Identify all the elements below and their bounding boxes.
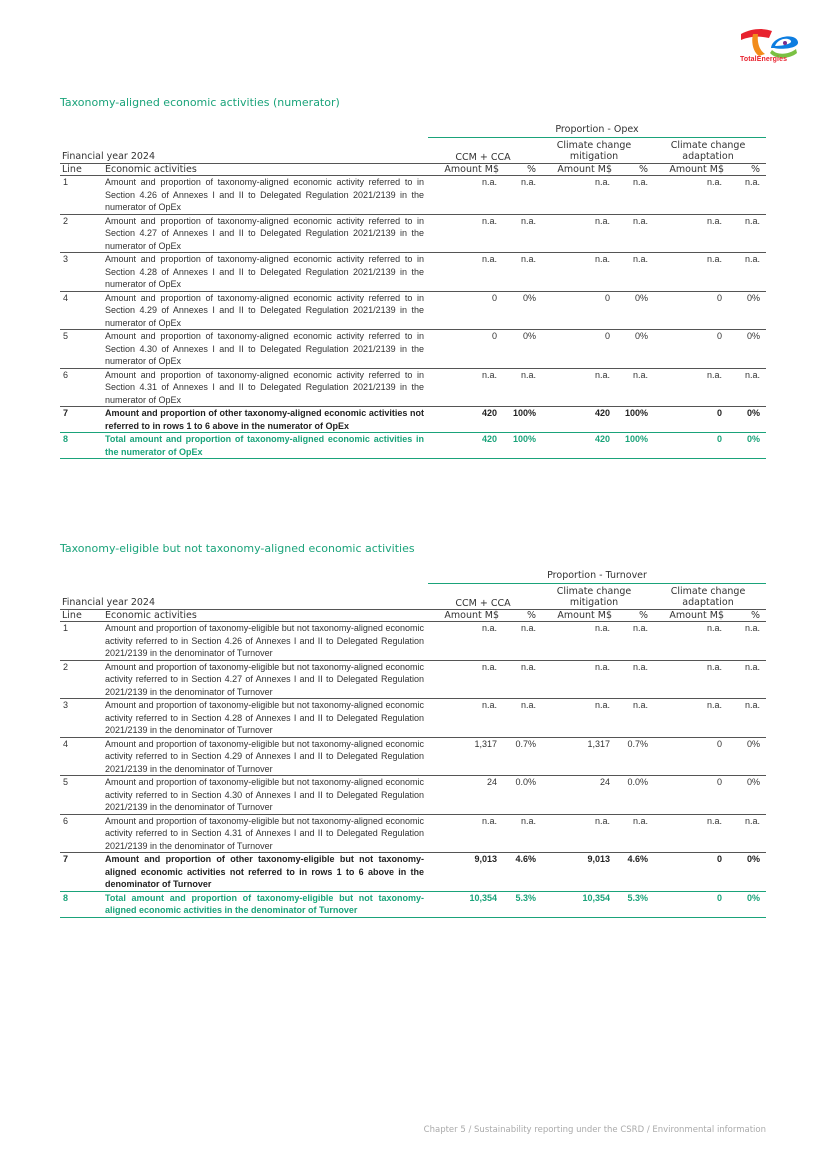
cell-adaptation-pct: 0%: [747, 408, 761, 418]
group-header-row: [60, 584, 766, 610]
proportion-header-row: [60, 568, 766, 584]
col-activities: Economic activities: [101, 610, 428, 622]
cell-mitigation-pct: n.a.: [632, 623, 648, 633]
col-amount: Amount M$: [428, 610, 499, 622]
opex-table: [60, 122, 766, 459]
table-row: [60, 433, 766, 459]
cell-ccm-cca-pct: 100%: [512, 408, 536, 418]
row-description: Total amount and proportion of taxonomy-eligible but not taxonomy-aligned economic activities in the denominator of Turnover: [105, 892, 424, 915]
cell-mitigation-pct: n.a.: [632, 815, 648, 826]
cell-mitigation-amount: n.a.: [594, 254, 610, 264]
row-line-number: 5: [63, 777, 69, 787]
row-description: Amount and proportion of taxonomy-aligned economic activity referred to in Section 4.29 of Annexes I and II to Delegated Regulation 2021/2139 in the numerator of OpEx: [105, 292, 424, 328]
cell-mitigation-pct: 0.7%: [627, 738, 648, 749]
turnover-rows: [60, 622, 766, 918]
cell-mitigation-amount: n.a.: [594, 661, 610, 672]
col-pct: %: [724, 164, 766, 176]
cell-ccm-cca-amount: 1,317: [474, 738, 497, 749]
opex-rows: [60, 176, 766, 459]
cell-mitigation-pct: n.a.: [632, 215, 648, 226]
section-title-opex: Taxonomy-aligned economic activities (numerator): [60, 96, 340, 109]
cell-adaptation-amount: 0: [716, 738, 722, 749]
cell-mitigation-pct: n.a.: [632, 700, 648, 710]
table-row: [60, 776, 766, 815]
cell-adaptation-pct: 0%: [747, 434, 761, 444]
cell-adaptation-pct: n.a.: [745, 254, 761, 264]
table-row: [60, 622, 766, 661]
cell-ccm-cca-pct: n.a.: [520, 815, 536, 826]
cell-mitigation-amount: n.a.: [594, 700, 610, 710]
row-line-number: 2: [63, 661, 69, 672]
cell-ccm-cca-pct: n.a.: [520, 254, 536, 264]
cell-mitigation-amount: n.a.: [594, 177, 610, 187]
col-line: Line: [60, 164, 101, 176]
cell-adaptation-amount: 0: [716, 854, 722, 864]
cell-adaptation-amount: n.a.: [706, 369, 722, 380]
cell-ccm-cca-amount: 420: [481, 434, 497, 444]
logo-text: TotalEnergies: [740, 56, 788, 63]
row-description: Amount and proportion of taxonomy-eligible but not taxonomy-aligned economic activity referred to in Section 4.27 of Annexes I and II to Delegated Regulation 2021/2139 in the denominator of Turnover: [105, 661, 424, 697]
row-description: Total amount and proportion of taxonomy-aligned economic activities in the numerator of OpEx: [105, 434, 424, 457]
turnover-table: [60, 568, 766, 918]
cell-ccm-cca-pct: 5.3%: [515, 892, 536, 903]
cell-ccm-cca-amount: n.a.: [481, 700, 497, 710]
cell-adaptation-amount: n.a.: [706, 177, 722, 187]
row-description: Amount and proportion of taxonomy-eligible but not taxonomy-aligned economic activity referred to in Section 4.26 of Annexes I and II to Delegated Regulation 2021/2139 in the denominator of Turnover: [105, 623, 424, 658]
col-pct: %: [724, 610, 766, 622]
cell-mitigation-pct: 100%: [624, 434, 648, 444]
cell-adaptation-amount: n.a.: [706, 661, 722, 672]
col-amount: Amount M$: [428, 164, 499, 176]
cell-adaptation-pct: 0%: [747, 292, 761, 303]
cell-mitigation-amount: 9,013: [587, 854, 610, 864]
col-pct: %: [499, 164, 538, 176]
cell-ccm-cca-amount: n.a.: [481, 661, 497, 672]
cell-adaptation-amount: 0: [716, 331, 722, 341]
cell-adaptation-amount: 0: [716, 434, 722, 444]
group-header-row: [60, 138, 766, 164]
cell-adaptation-amount: n.a.: [706, 700, 722, 710]
cell-mitigation-amount: 1,317: [587, 738, 610, 749]
table-row: [60, 368, 766, 407]
cell-adaptation-pct: 0%: [747, 892, 761, 903]
cell-adaptation-pct: 0%: [747, 738, 761, 749]
col-pct: %: [612, 610, 650, 622]
cell-adaptation-pct: n.a.: [745, 369, 761, 380]
row-line-number: 8: [63, 434, 69, 444]
col-activities: Economic activities: [101, 164, 428, 176]
table-row: [60, 891, 766, 917]
cell-ccm-cca-pct: 0%: [522, 292, 536, 303]
cell-adaptation-pct: n.a.: [745, 215, 761, 226]
cell-adaptation-pct: 0%: [747, 777, 761, 787]
cell-mitigation-amount: n.a.: [594, 369, 610, 380]
cell-ccm-cca-pct: 0%: [522, 331, 536, 341]
row-description: Amount and proportion of taxonomy-eligible but not taxonomy-aligned economic activity referred to in Section 4.31 of Annexes I and II to Delegated Regulation 2021/2139 in the denominator of Turnover: [105, 815, 424, 851]
cell-mitigation-amount: n.a.: [594, 623, 610, 633]
row-description: Amount and proportion of taxonomy-eligible but not taxonomy-aligned economic activity referred to in Section 4.29 of Annexes I and II to Delegated Regulation 2021/2139 in the denominator of Turnover: [105, 738, 424, 774]
section-title-turnover: Taxonomy-eligible but not taxonomy-aligned economic activities: [60, 542, 415, 555]
cell-adaptation-amount: n.a.: [706, 623, 722, 633]
cell-ccm-cca-pct: n.a.: [520, 215, 536, 226]
cell-mitigation-pct: 0%: [634, 292, 648, 303]
cell-adaptation-amount: 0: [716, 408, 722, 418]
row-line-number: 6: [63, 369, 69, 380]
cell-mitigation-amount: 0: [604, 292, 610, 303]
financial-year-label: Financial year 2024: [62, 151, 156, 162]
proportion-header-row: [60, 122, 766, 138]
cell-mitigation-pct: n.a.: [632, 254, 648, 264]
row-line-number: 2: [63, 215, 69, 226]
col-line: Line: [60, 610, 101, 622]
row-description: Amount and proportion of taxonomy-eligible but not taxonomy-aligned economic activity referred to in Section 4.30 of Annexes I and II to Delegated Regulation 2021/2139 in the denominator of Turnover: [105, 777, 424, 812]
group-adaptation: Climate change adaptation: [670, 140, 746, 162]
row-line-number: 3: [63, 700, 69, 710]
row-description: Amount and proportion of taxonomy-aligned economic activity referred to in Section 4.31 of Annexes I and II to Delegated Regulation 2021/2139 in the numerator of OpEx: [105, 369, 424, 405]
page-footer: Chapter 5 / Sustainability reporting under the CSRD / Environmental information: [423, 1125, 766, 1135]
column-header-row: [60, 164, 766, 176]
cell-ccm-cca-amount: 0: [491, 292, 497, 303]
col-amount: Amount M$: [650, 610, 724, 622]
col-amount: Amount M$: [650, 164, 724, 176]
table-row: [60, 814, 766, 853]
cell-adaptation-pct: 0%: [747, 854, 761, 864]
table-row: [60, 737, 766, 776]
cell-ccm-cca-pct: 100%: [512, 434, 536, 444]
row-description: Amount and proportion of taxonomy-aligned economic activity referred to in Section 4.26 of Annexes I and II to Delegated Regulation 2021/2139 in the numerator of OpEx: [105, 177, 424, 212]
cell-ccm-cca-amount: n.a.: [481, 215, 497, 226]
table-row: [60, 291, 766, 330]
proportion-label: Proportion - Opex: [428, 122, 766, 138]
cell-ccm-cca-pct: n.a.: [520, 369, 536, 380]
cell-ccm-cca-amount: 10,354: [469, 892, 497, 903]
cell-ccm-cca-pct: 0.0%: [515, 777, 536, 787]
group-adaptation: Climate change adaptation: [670, 586, 746, 608]
column-header-row: [60, 610, 766, 622]
cell-ccm-cca-amount: 0: [491, 331, 497, 341]
financial-year-label: Financial year 2024: [62, 597, 156, 608]
row-line-number: 7: [63, 854, 69, 864]
cell-ccm-cca-amount: n.a.: [481, 254, 497, 264]
table-row: [60, 253, 766, 292]
cell-adaptation-pct: n.a.: [745, 815, 761, 826]
cell-mitigation-amount: n.a.: [594, 815, 610, 826]
row-description: Amount and proportion of other taxonomy-eligible but not taxonomy-aligned economic activities not referred to in rows 1 to 6 above in the denominator of Turnover: [105, 854, 424, 889]
cell-ccm-cca-pct: n.a.: [520, 661, 536, 672]
table-row: [60, 214, 766, 253]
row-line-number: 3: [63, 254, 69, 264]
cell-mitigation-pct: 5.3%: [627, 892, 648, 903]
table-row: [60, 330, 766, 369]
col-pct: %: [612, 164, 650, 176]
cell-mitigation-pct: 4.6%: [627, 854, 648, 864]
cell-adaptation-pct: 0%: [747, 331, 761, 341]
row-line-number: 5: [63, 331, 69, 341]
cell-ccm-cca-pct: 0.7%: [515, 738, 536, 749]
cell-ccm-cca-amount: n.a.: [481, 815, 497, 826]
cell-adaptation-amount: 0: [716, 292, 722, 303]
cell-adaptation-amount: 0: [716, 892, 722, 903]
row-description: Amount and proportion of taxonomy-aligned economic activity referred to in Section 4.28 of Annexes I and II to Delegated Regulation 2021/2139 in the numerator of OpEx: [105, 254, 424, 289]
cell-mitigation-pct: 0%: [634, 331, 648, 341]
cell-mitigation-pct: 100%: [624, 408, 648, 418]
table-row: [60, 699, 766, 738]
cell-ccm-cca-amount: 420: [481, 408, 497, 418]
col-amount: Amount M$: [538, 610, 612, 622]
cell-adaptation-amount: n.a.: [706, 815, 722, 826]
group-mitigation: Climate change mitigation: [556, 140, 632, 162]
col-pct: %: [499, 610, 538, 622]
cell-adaptation-pct: n.a.: [745, 661, 761, 672]
row-line-number: 1: [63, 623, 69, 633]
group-ccm-cca: CCM + CCA: [455, 152, 511, 163]
group-mitigation: Climate change mitigation: [556, 586, 632, 608]
cell-mitigation-amount: 24: [599, 777, 610, 787]
table-row: [60, 407, 766, 433]
row-description: Amount and proportion of taxonomy-eligible but not taxonomy-aligned economic activity referred to in Section 4.28 of Annexes I and II to Delegated Regulation 2021/2139 in the denominator of Turnover: [105, 700, 424, 735]
cell-mitigation-amount: 420: [594, 408, 610, 418]
cell-mitigation-pct: 0.0%: [627, 777, 648, 787]
cell-adaptation-pct: n.a.: [745, 177, 761, 187]
row-line-number: 6: [63, 815, 69, 826]
cell-mitigation-amount: n.a.: [594, 215, 610, 226]
cell-adaptation-amount: 0: [716, 777, 722, 787]
cell-ccm-cca-amount: 9,013: [474, 854, 497, 864]
cell-ccm-cca-amount: n.a.: [481, 177, 497, 187]
cell-adaptation-amount: n.a.: [706, 254, 722, 264]
cell-ccm-cca-pct: n.a.: [520, 700, 536, 710]
row-line-number: 7: [63, 408, 69, 418]
row-description: Amount and proportion of taxonomy-aligned economic activity referred to in Section 4.30 of Annexes I and II to Delegated Regulation 2021/2139 in the numerator of OpEx: [105, 331, 424, 366]
cell-ccm-cca-pct: n.a.: [520, 177, 536, 187]
group-ccm-cca: CCM + CCA: [455, 598, 511, 609]
cell-adaptation-pct: n.a.: [745, 700, 761, 710]
row-line-number: 4: [63, 738, 69, 749]
cell-ccm-cca-pct: 4.6%: [515, 854, 536, 864]
cell-mitigation-pct: n.a.: [632, 369, 648, 380]
row-line-number: 4: [63, 292, 69, 303]
cell-adaptation-amount: n.a.: [706, 215, 722, 226]
cell-mitigation-amount: 0: [604, 331, 610, 341]
cell-mitigation-pct: n.a.: [632, 661, 648, 672]
table-row: [60, 853, 766, 892]
cell-ccm-cca-pct: n.a.: [520, 623, 536, 633]
table-row: [60, 660, 766, 699]
row-line-number: 8: [63, 892, 69, 903]
cell-mitigation-amount: 420: [594, 434, 610, 444]
proportion-label: Proportion - Turnover: [428, 568, 766, 584]
cell-ccm-cca-amount: n.a.: [481, 369, 497, 380]
cell-ccm-cca-amount: 24: [486, 777, 497, 787]
row-description: Amount and proportion of other taxonomy-aligned economic activities not referred to in rows 1 to 6 above in the numerator of OpEx: [105, 408, 424, 431]
cell-mitigation-amount: 10,354: [582, 892, 610, 903]
row-description: Amount and proportion of taxonomy-aligned economic activity referred to in Section 4.27 of Annexes I and II to Delegated Regulation 2021/2139 in the numerator of OpEx: [105, 215, 424, 251]
cell-mitigation-pct: n.a.: [632, 177, 648, 187]
cell-ccm-cca-amount: n.a.: [481, 623, 497, 633]
col-amount: Amount M$: [538, 164, 612, 176]
cell-adaptation-pct: n.a.: [745, 623, 761, 633]
table-row: [60, 176, 766, 215]
row-line-number: 1: [63, 177, 69, 187]
